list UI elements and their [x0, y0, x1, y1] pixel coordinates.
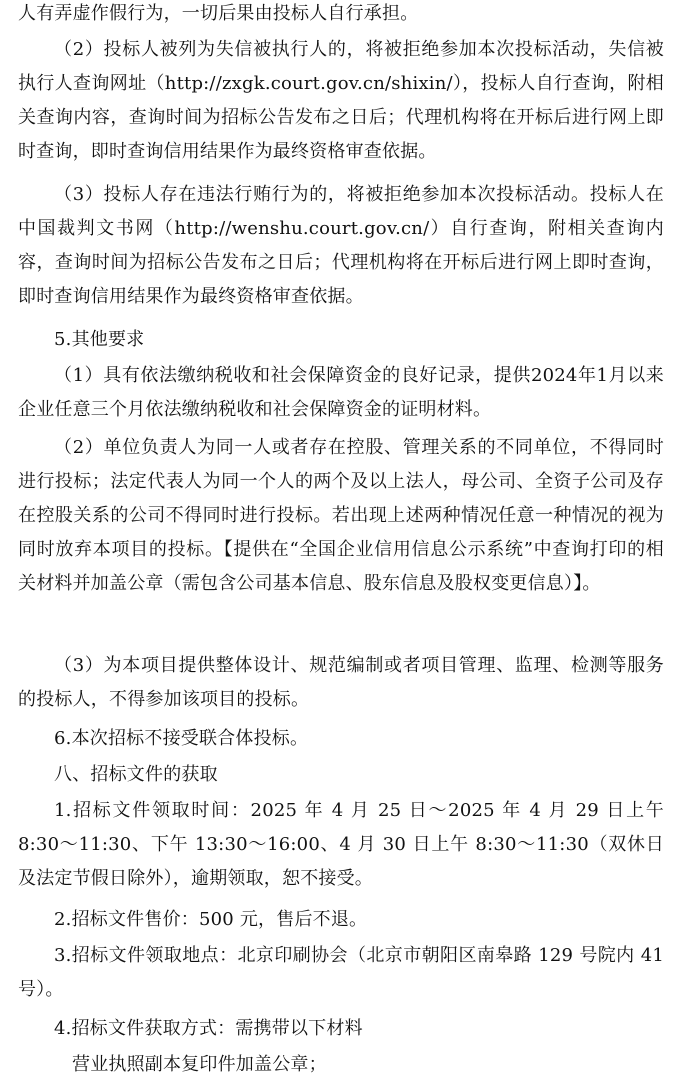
- paragraph-13: 营业执照副本复印件加盖公章；: [72, 1054, 327, 1075]
- paragraph-6: （3）为本项目提供整体设计、规范编制或者项目管理、监理、检测等服务的投标人，不得参加该项目的投标。: [18, 655, 664, 710]
- paragraph-1: （2）投标人被列为失信被执行人的，将被拒绝参加本次投标活动，失信被执行人查询网址（http://zxgk.court.gov.cn/shixin/），投标人自行查询，附相关查询内容，查询时间为招标公告发布之日后；代理机构将在开标后进行网上即时查询，即时查询信用结果作为最终资格审查依据。: [18, 39, 664, 162]
- paragraph-11: 3.招标文件领取地点：北京印刷协会（北京市朝阳区南皋路 129 号院内 41 号）。: [18, 945, 664, 1000]
- paragraph-2: （3）投标人存在违法行贿行为的，将被拒绝参加本次投标活动。投标人在中国裁判文书网（http://wenshu.court.gov.cn/）自行查询，附相关查询内容，查询时间为招标公告发布之日后；代理机构将在开标后进行网上即时查询，即时查询信用结果作为最终资格审查依据。: [18, 184, 664, 307]
- paragraph-5: （2）单位负责人为同一人或者存在控股、管理关系的不同单位，不得同时进行投标；法定代表人为同一个人的两个及以上法人，母公司、全资子公司及存在控股关系的公司不得同时进行投标。若出现上述两种情况任意一种情况的视为同时放弃本项目的投标。【提供在“全国企业信用信息公示系统”中查询打印的相关材料并加盖公章（需包含公司基本信息、股东信息及股权变更信息）】。: [18, 437, 664, 594]
- section-heading-8: 八、招标文件的获取: [54, 764, 218, 785]
- paragraph-10: 2.招标文件售价：500 元，售后不退。: [54, 909, 368, 930]
- section-heading-5: 5.其他要求: [54, 329, 145, 350]
- paragraph-0: 人有弄虚作假行为，一切后果由投标人自行承担。: [18, 3, 419, 24]
- paragraph-12: 4.招标文件获取方式：需携带以下材料: [54, 1018, 363, 1039]
- paragraph-7: 6.本次招标不接受联合体投标。: [54, 728, 309, 749]
- paragraph-4: （1）具有依法缴纳税收和社会保障资金的良好记录，提供2024年1月以来企业任意三个月依法缴纳税收和社会保障资金的证明材料。: [18, 365, 664, 420]
- paragraph-9: 1.招标文件领取时间：2025 年 4 月 25 日～2025 年 4 月 29 日上午 8:30～11:30、下午 13:30～16:00、4 月 30 日上午 8:30～11:30（双休日及法定节假日除外），逾期领取，恕不接受。: [18, 800, 664, 889]
